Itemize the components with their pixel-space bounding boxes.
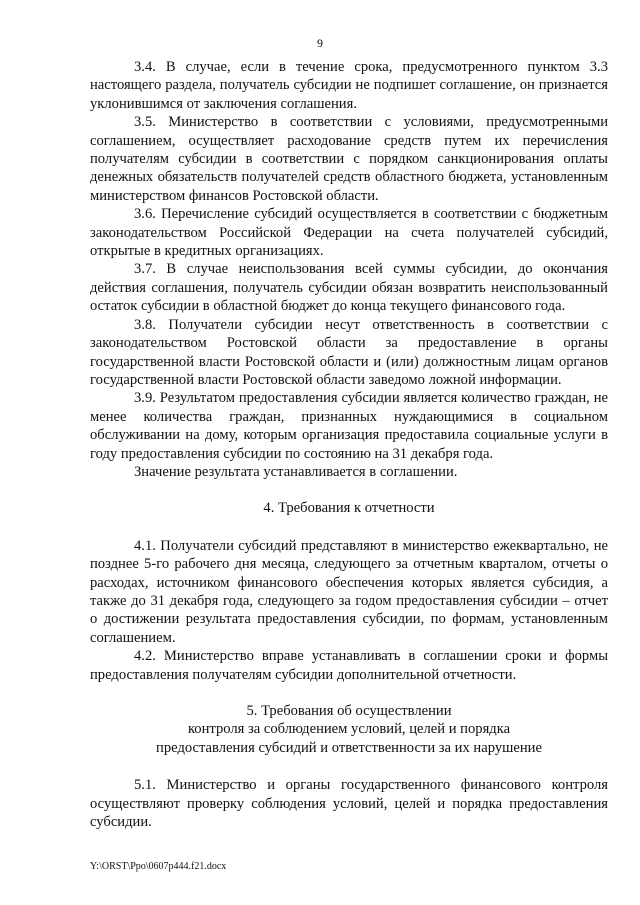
section-5-heading-line-2: контроля за соблюдением условий, целей и порядка xyxy=(187,721,511,738)
section-5-heading-line-1: 5. Требования об осуществлении xyxy=(246,703,452,719)
paragraph-4-1: 4.1. Получатели субсидий представляют в министерство ежеквартально, не позднее 5-го рабочего дня месяца, следующего за отчетным кварталом, отчеты о расходах, источником финансового обеспечения которых является субсидия, а также до 31 декабря года, следующего за годом предоставления субсидии – отчет о достижении результата предоставления субсидии, по формам, установленным соглашением. xyxy=(90,537,608,646)
paragraph-3-7: 3.7. В случае неиспользования всей суммы субсидии, до окончания действия соглашения, получатель субсидии обязан возвратить неиспользованный остаток субсидии в областной бюджет до конца текущего финансового года. xyxy=(90,261,608,315)
footer-file-path: Y:\ORST\Ppo\0607p444.f21.docx xyxy=(90,861,227,872)
document-body xyxy=(90,58,608,831)
paragraph-result-value: Значение результата устанавливается в соглашении. xyxy=(134,463,458,480)
section-5-heading-line-3: предоставления субсидий и ответственности за их нарушение xyxy=(156,739,542,756)
page-number: 9 xyxy=(317,36,323,50)
paragraph-3-9: 3.9. Результатом предоставления субсидии является количество граждан, не менее количества граждан, признанных нуждающимися в социальном обслуживании на дому, которым организация предоставила социальные услуги в году предоставления субсидии по состоянию на 31 декабря года. xyxy=(90,390,608,462)
paragraph-3-4: 3.4. В случае, если в течение срока, предусмотренного пунктом 3.3 настоящего раздела, получатель субсидии не подпишет соглашение, он признается уклонившимся от заключения соглашения. xyxy=(90,59,608,112)
paragraph-3-5: 3.5. Министерство в соответствии с условиями, предусмотренными соглашением, осуществляет расходование средств путем их перечисления получателям субсидии в соответствии с порядком санкционирования оплаты денежных обязательств получателей средств областного бюджета, установленным министерством финансов Ростовской области. xyxy=(90,114,608,204)
paragraph-3-8: 3.8. Получатели субсидии несут ответственность в соответствии с законодательством Ростовской области за предоставление в органы государственной власти Ростовской области и (или) должностным лицам органов государственной власти Ростовской области заведомо ложной информации. xyxy=(90,316,608,388)
paragraph-4-2: 4.2. Министерство вправе устанавливать в соглашении сроки и формы предоставления получателям субсидии дополнительной отчетности. xyxy=(90,648,608,683)
paragraph-5-1: 5.1. Министерство и органы государственного финансового контроля осуществляют проверку соблюдения условий, целей и порядка предоставления субсидии. xyxy=(90,777,608,831)
section-4-heading: 4. Требования к отчетности xyxy=(263,500,435,517)
paragraph-3-6: 3.6. Перечисление субсидий осуществляется в соответствии с бюджетным законодательством Российской Федерации на счета получателей субсидий, открытые в кредитных организациях. xyxy=(90,206,608,260)
